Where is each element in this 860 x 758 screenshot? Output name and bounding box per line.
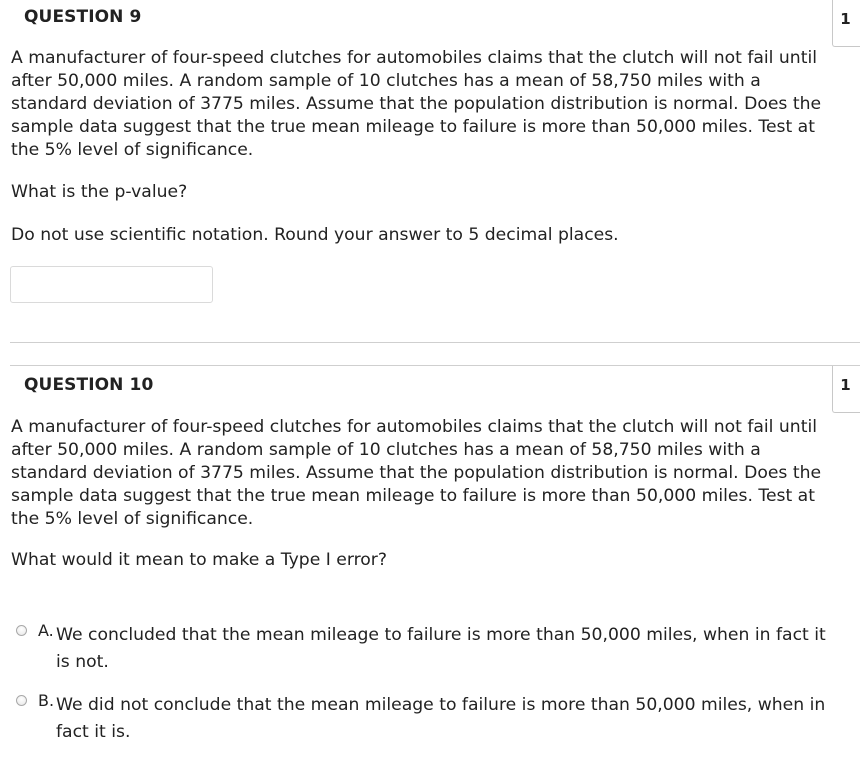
question-9-points: 1 — [832, 0, 860, 47]
p-value-answer-input[interactable] — [10, 266, 213, 303]
question-10-prompt: What would it mean to make a Type I error? — [11, 550, 387, 570]
choice-a-letter: A. — [38, 621, 54, 640]
question-10-title: QUESTION 10 — [24, 375, 154, 395]
question-divider — [10, 342, 860, 343]
question-9-title: QUESTION 9 — [24, 7, 142, 27]
question-10-points: 1 — [832, 366, 860, 413]
question-9-instruction: Do not use scientific notation. Round your answer to 5 decimal places. — [11, 225, 619, 245]
choice-a-text[interactable]: We concluded that the mean mileage to failure is more than 50,000 miles, when in fact it is not. — [56, 625, 826, 672]
choice-b-radio[interactable] — [16, 695, 27, 706]
question-9-body: A manufacturer of four-speed clutches for automobiles claims that the clutch will not fail until after 50,000 miles. A random sample of 10 clutches has a mean of 58,750 miles with a standard deviation of 3775 miles. Assume that the population distribution is normal. Does the sample data suggest that the true mean mileage to failure is more than 50,000 miles. Test at the 5% level of significance. — [11, 48, 822, 160]
question-10-top-border — [10, 365, 860, 366]
choice-a-radio[interactable] — [16, 625, 27, 636]
question-10-body: A manufacturer of four-speed clutches for automobiles claims that the clutch will not fail until after 50,000 miles. A random sample of 10 clutches has a mean of 58,750 miles with a standard deviation of 3775 miles. Assume that the population distribution is normal. Does the sample data suggest that the true mean mileage to failure is more than 50,000 miles. Test at the 5% level of significance. — [11, 417, 822, 529]
choice-b-text[interactable]: We did not conclude that the mean mileage to failure is more than 50,000 miles, when in fact it is. — [56, 695, 826, 742]
choice-b-letter: B. — [38, 691, 55, 710]
question-9-prompt: What is the p-value? — [11, 182, 188, 202]
